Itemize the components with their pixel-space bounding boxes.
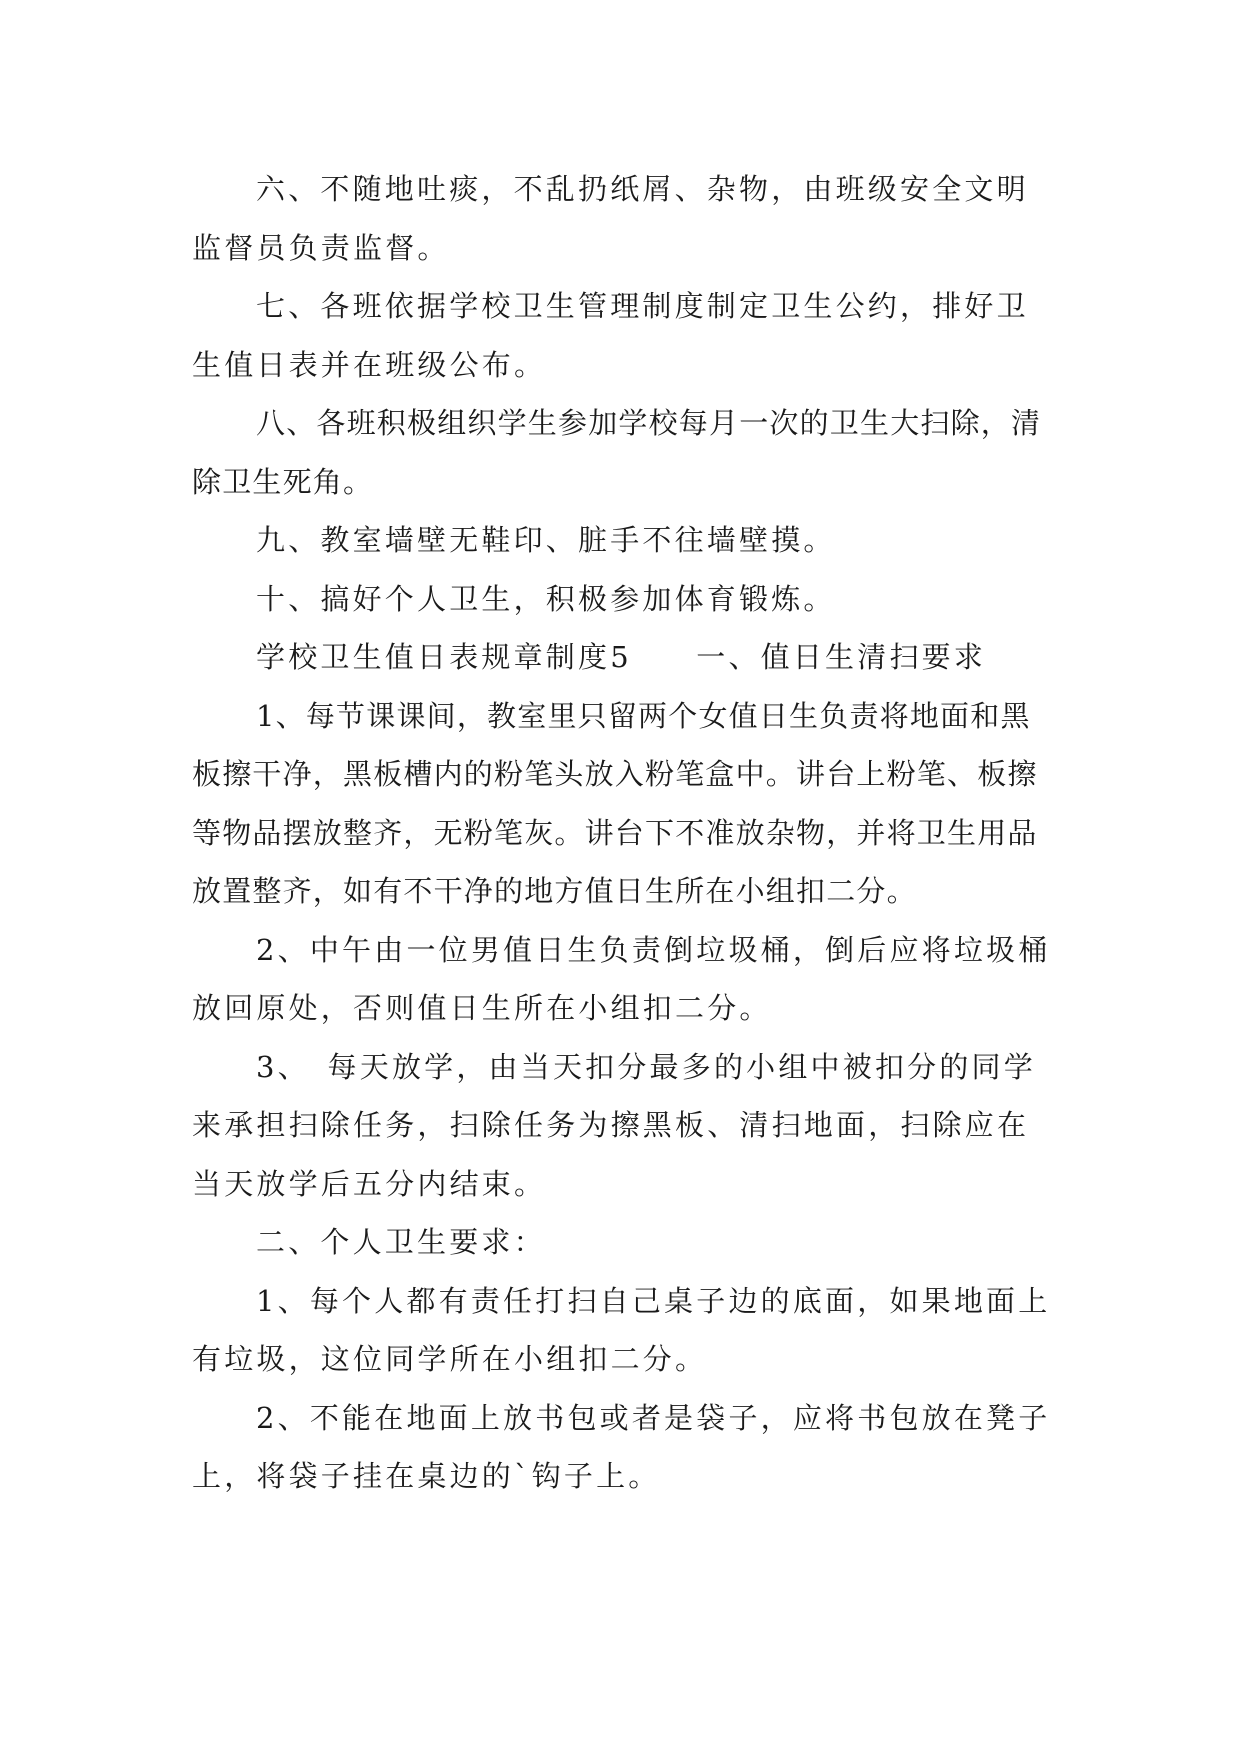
paragraph-duty-item-1: 1、每节课课间，教室里只留两个女值日生负责将地面和黑板擦干净，黑板槽内的粉笔头放入粉笔盒中。讲台上粉笔、板擦等物品摆放整齐，无粉笔灰。讲台下不准放杂物，并将卫生用品放置整齐，如有不干净的地方值日生所在小组扣二分。 [192, 698, 1038, 908]
paragraph-duty-item-2: 2、中午由一位男值日生负责倒垃圾桶，倒后应将垃圾桶放回原处，否则值日生所在小组扣二分。 [192, 932, 1051, 1025]
paragraph-rule-9: 九、教室墙壁无鞋印、脏手不往墙壁摸。 [256, 523, 836, 557]
paragraph-rule-7: 七、各班依据学校卫生管理制度制定卫生公约，排好卫生值日表并在班级公布。 [192, 289, 1029, 382]
section-heading-duty-requirements: 学校卫生值日表规章制度5 一、值日生清扫要求 [256, 640, 987, 674]
section-heading-personal-hygiene: 二、个人卫生要求： [256, 1225, 546, 1259]
paragraph-hygiene-item-2: 2、不能在地面上放书包或者是袋子，应将书包放在凳子上，将袋子挂在桌边的`钩子上。 [192, 1400, 1051, 1493]
paragraph-hygiene-item-1: 1、每个人都有责任打扫自己桌子边的底面，如果地面上有垃圾，这位同学所在小组扣二分。 [192, 1283, 1051, 1376]
paragraph-rule-6: 六、不随地吐痰，不乱扔纸屑、杂物，由班级安全文明监督员负责监督。 [192, 172, 1029, 265]
paragraph-rule-8: 八、各班积极组织学生参加学校每月一次的卫生大扫除，清除卫生死角。 [192, 406, 1042, 499]
paragraph-duty-item-3: 3、 每天放学，由当天扣分最多的小组中被扣分的同学来承担扫除任务，扫除任务为擦黑板、清扫地面，扫除应在当天放学后五分内结束。 [192, 1049, 1036, 1201]
document-body [192, 160, 1052, 1506]
paragraph-rule-10: 十、搞好个人卫生，积极参加体育锻炼。 [256, 581, 836, 616]
